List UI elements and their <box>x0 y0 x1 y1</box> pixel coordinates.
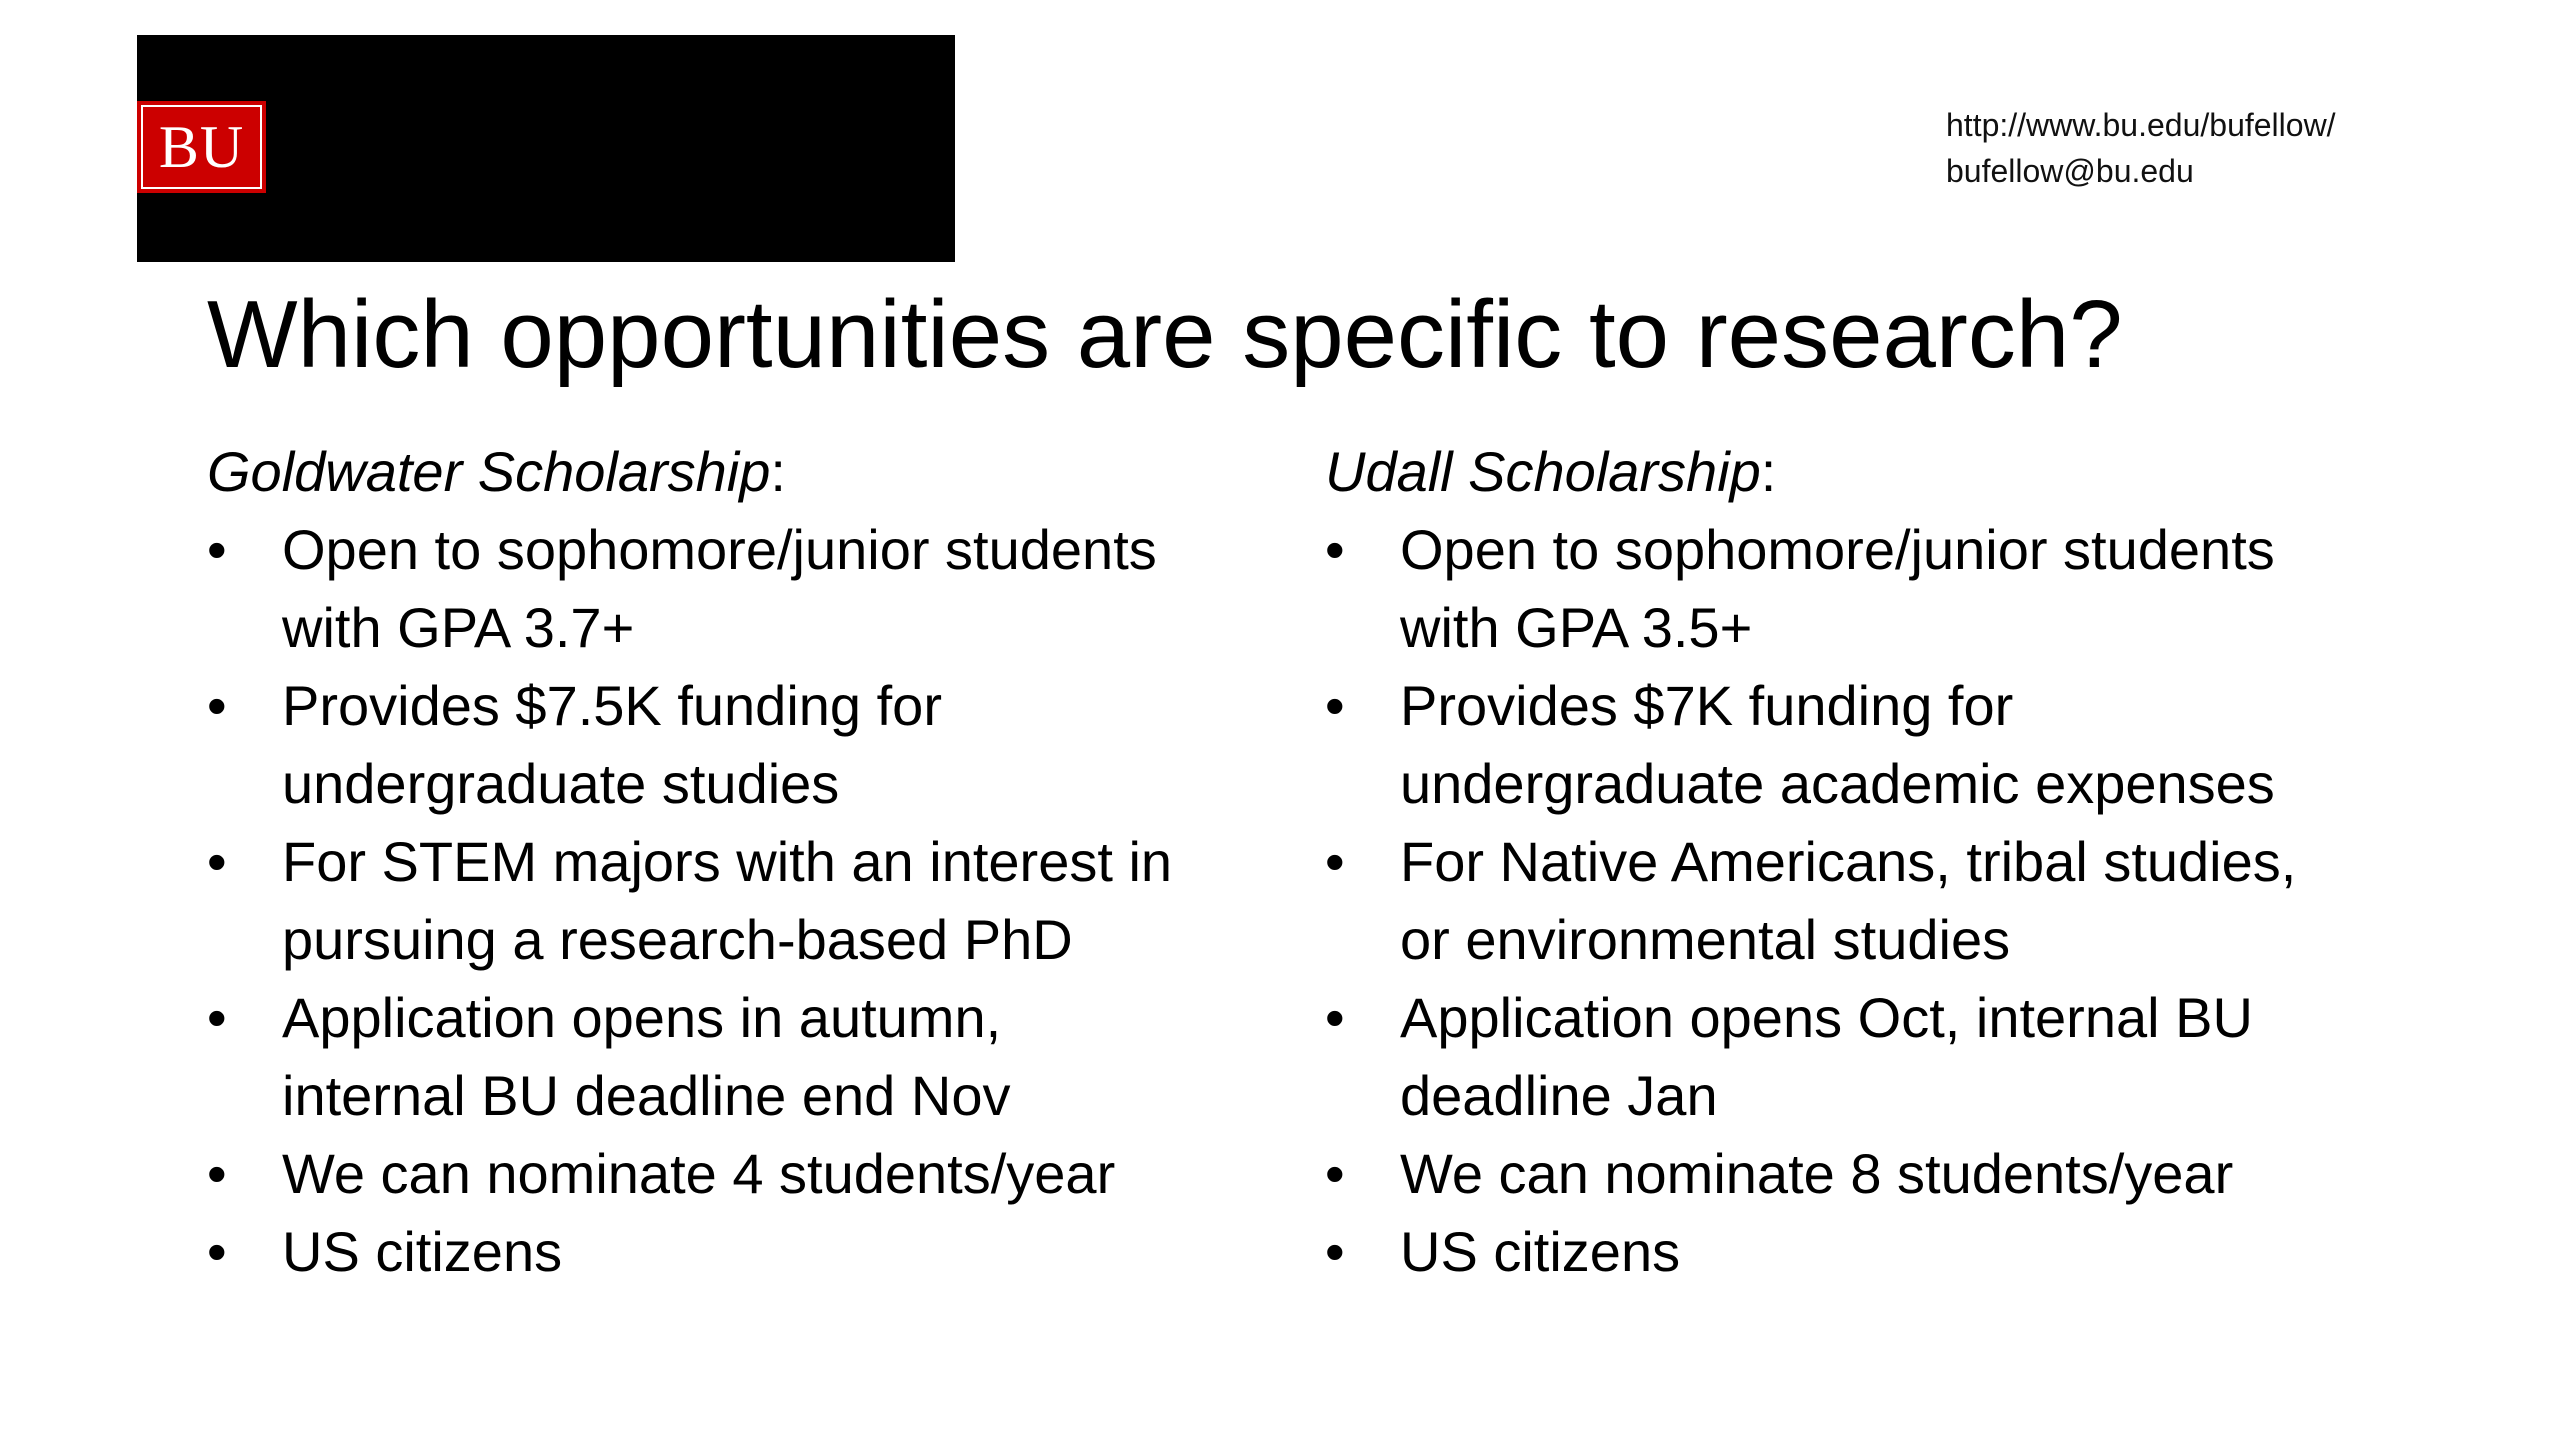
bullet-line: Open to sophomore/junior students <box>282 518 1157 581</box>
list-item <box>1325 667 2445 823</box>
bullet-line: deadline Jan <box>1400 1064 1718 1127</box>
bullet-dot: • <box>1325 518 1345 581</box>
list-item <box>1325 1135 2445 1213</box>
bullet-dot: • <box>207 830 227 893</box>
list-item <box>207 823 1267 979</box>
contact-url[interactable]: http://www.bu.edu/bufellow/ <box>1946 107 2336 143</box>
contact-email[interactable]: bufellow@bu.edu <box>1946 153 2194 189</box>
list-item <box>1325 979 2445 1135</box>
bullet-dot: • <box>1325 986 1345 1049</box>
bullet-line: internal BU deadline end Nov <box>282 1064 1011 1127</box>
bullet-dot: • <box>207 1142 227 1205</box>
bullet-line: undergraduate studies <box>282 752 840 815</box>
goldwater-column <box>207 433 1267 1291</box>
list-item <box>1325 1213 2445 1291</box>
bullet-line: undergraduate academic expenses <box>1400 752 2275 815</box>
bullet-line: pursuing a research-based PhD <box>282 908 1073 971</box>
bullet-line: Provides $7K funding for <box>1400 674 2014 737</box>
bullet-line: or environmental studies <box>1400 908 2011 971</box>
bullet-line: with GPA 3.7+ <box>282 596 635 659</box>
bullet-line: US citizens <box>1400 1220 1681 1283</box>
goldwater-heading-text: Goldwater Scholarship <box>207 440 771 503</box>
bullet-dot: • <box>207 518 227 581</box>
bullet-line: US citizens <box>282 1220 563 1283</box>
list-item <box>207 511 1267 667</box>
bullet-line: Open to sophomore/junior students <box>1400 518 2275 581</box>
list-item <box>1325 823 2445 979</box>
bu-logo <box>137 101 266 193</box>
goldwater-heading <box>207 433 1267 511</box>
list-item <box>207 1213 1267 1291</box>
bullet-dot: • <box>207 1220 227 1283</box>
contact-info <box>1946 102 2336 194</box>
slide-title: Which opportunities are specific to research? <box>207 281 2123 388</box>
list-item <box>207 979 1267 1135</box>
udall-heading <box>1325 433 2445 511</box>
list-item <box>1325 511 2445 667</box>
bullet-line: Application opens in autumn, <box>282 986 1002 1049</box>
bullet-line: For STEM majors with an interest in <box>282 830 1173 893</box>
list-item <box>207 1135 1267 1213</box>
bu-logo-frame <box>141 105 262 189</box>
bullet-line: We can nominate 4 students/year <box>282 1142 1116 1205</box>
bullet-dot: • <box>207 986 227 1049</box>
goldwater-heading-colon: : <box>770 440 786 503</box>
bullet-dot: • <box>1325 830 1345 893</box>
udall-bullet-list <box>1325 511 2445 1291</box>
bullet-line: We can nominate 8 students/year <box>1400 1142 2234 1205</box>
bu-logo-text: BU <box>158 114 245 180</box>
bullet-line: Application opens Oct, internal BU <box>1400 986 2253 1049</box>
bullet-dot: • <box>1325 1142 1345 1205</box>
goldwater-bullet-list <box>207 511 1267 1291</box>
bullet-dot: • <box>1325 1220 1345 1283</box>
bullet-dot: • <box>1325 674 1345 737</box>
udall-column <box>1325 433 2445 1291</box>
list-item <box>207 667 1267 823</box>
udall-heading-colon: : <box>1760 440 1777 503</box>
bullet-line: For Native Americans, tribal studies, <box>1400 830 2297 893</box>
bullet-line: Provides $7.5K funding for <box>282 674 942 737</box>
udall-heading-text: Udall Scholarship <box>1325 440 1761 503</box>
bullet-dot: • <box>207 674 227 737</box>
bullet-line: with GPA 3.5+ <box>1400 596 1753 659</box>
